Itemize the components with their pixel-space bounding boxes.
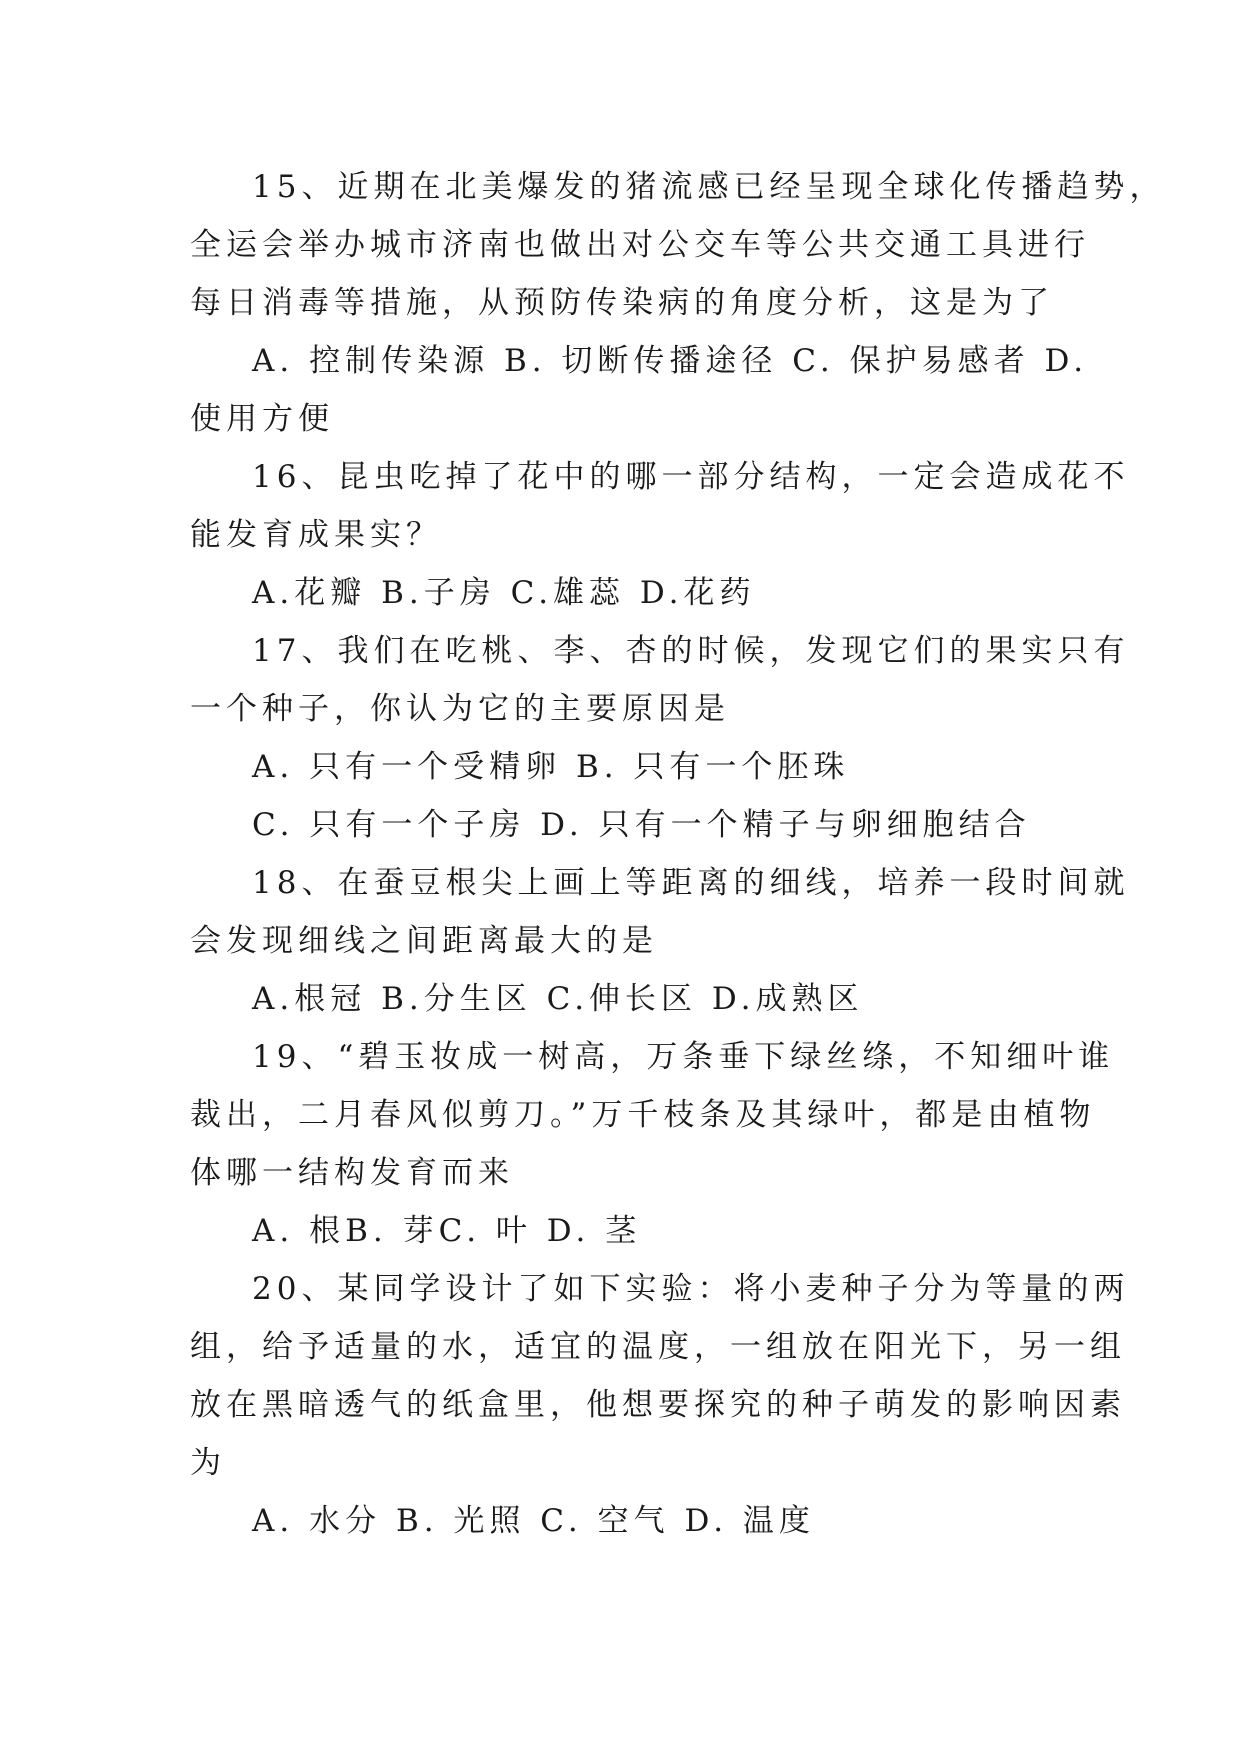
question-17-options: A. 只有一个受精卵 B. 只有一个胚珠 xyxy=(252,749,850,785)
question-18 xyxy=(190,854,1130,1028)
question-15 xyxy=(190,158,1166,448)
question-15-stem-line: 15、近期在北美爆发的猪流感已经呈现全球化传播趋势， xyxy=(252,169,1166,205)
question-17-options: C. 只有一个子房 D. 只有一个精子与卵细胞结合 xyxy=(252,807,1031,843)
question-19-stem-line: 19、“碧玉妆成一树高，万条垂下绿丝绦，不知细叶谁 xyxy=(252,1039,1115,1075)
question-16-stem-line: 能发育成果实？ xyxy=(190,517,442,553)
question-19-stem-line: 裁出，二月春风似剪刀。”万千枝条及其绿叶，都是由植物 xyxy=(190,1097,1096,1133)
question-18-options: A.根冠 B.分生区 C.伸长区 D.成熟区 xyxy=(252,981,864,1017)
question-17 xyxy=(190,622,1130,854)
question-15-options: 使用方便 xyxy=(190,401,334,437)
question-17-stem-line: 一个种子，你认为它的主要原因是 xyxy=(190,691,730,727)
question-18-stem-line: 18、在蚕豆根尖上画上等距离的细线，培养一段时间就 xyxy=(252,865,1130,901)
question-15-stem-line: 全运会举办城市济南也做出对公交车等公共交通工具进行 xyxy=(190,227,1090,263)
question-19 xyxy=(190,1028,1115,1260)
question-16-options: A.花瓣 B.子房 C.雄蕊 D.花药 xyxy=(252,575,756,611)
question-15-options: A. 控制传染源 B. 切断传播途径 C. 保护易感者 D. xyxy=(252,343,1089,379)
question-16-stem-line: 16、昆虫吃掉了花中的哪一部分结构，一定会造成花不 xyxy=(252,459,1130,495)
question-19-stem-line: 体哪一结构发育而来 xyxy=(190,1155,514,1191)
question-20-stem-line: 组，给予适量的水，适宜的温度，一组放在阳光下，另一组 xyxy=(190,1329,1126,1365)
question-17-stem-line: 17、我们在吃桃、李、杏的时候，发现它们的果实只有 xyxy=(252,633,1130,669)
question-20-stem-line: 20、某同学设计了如下实验：将小麦种子分为等量的两 xyxy=(252,1271,1130,1307)
question-20 xyxy=(190,1260,1130,1550)
question-16 xyxy=(190,448,1130,622)
question-19-options: A. 根B. 芽C. 叶 D. 茎 xyxy=(252,1213,642,1249)
question-18-stem-line: 会发现细线之间距离最大的是 xyxy=(190,923,658,959)
question-20-options: A. 水分 B. 光照 C. 空气 D. 温度 xyxy=(252,1503,815,1539)
question-15-stem-line: 每日消毒等措施，从预防传染病的角度分析，这是为了 xyxy=(190,285,1054,321)
question-20-stem-line: 放在黑暗透气的纸盒里，他想要探究的种子萌发的影响因素 xyxy=(190,1387,1126,1423)
document-page xyxy=(190,158,1166,1550)
question-20-stem-line: 为 xyxy=(190,1445,226,1481)
